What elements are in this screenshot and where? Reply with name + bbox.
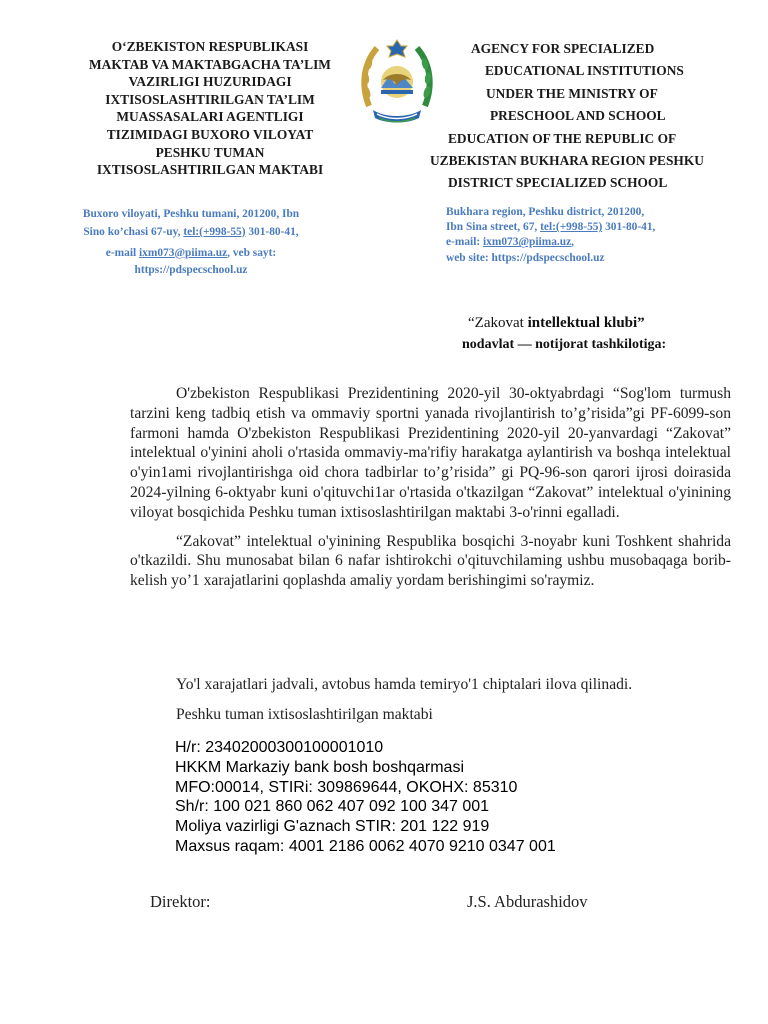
header-en-line: EDUCATION OF THE REPUBLIC OF [448,130,677,146]
contact-uz-tel-number: 301-80-41, [245,225,299,238]
contact-uz-web-label: , veb sayt: [227,246,277,259]
contact-uz-email-label: e-mail [105,246,140,259]
contact-en-email-comma: , [571,236,574,249]
header-en-line: AGENCY FOR SPECIALIZED [471,41,655,56]
director-label: Direktor: [150,892,211,911]
addressee-quote: “Zakovat [468,315,528,331]
contact-uz-email-link[interactable]: ixm073@piima.uz [139,246,228,259]
contact-uzbek [56,206,326,280]
bank-line: Moliya vazirligi G'aznach STIR: 201 122 919 [175,818,490,836]
header-uz-line: PESHKU TUMAN [155,144,265,160]
contact-en-tel-link[interactable]: tel:(+998-55) [540,221,603,234]
bank-line: H/r: 23402000300100001010 [175,739,384,756]
header-uz-line: MAKTAB VA MAKTABGACHA TA’LIM [89,56,331,72]
bank-details [175,738,556,857]
contact-uz-address: Buxoro viloyati, Peshku tumani, 201200, Ibn [82,208,300,220]
addressee-line-2: nodavlat — notijorat tashkilotiga: [462,337,667,352]
header-uz-line: MUASSASALARI AGENTLIGI [116,109,304,125]
header-uzbek [64,38,356,179]
header-en-line: EDUCATIONAL INSTITUTIONS [485,63,684,79]
addressee-line-1 [462,313,666,334]
contact-en-email-link[interactable]: ixm073@piima.uz [483,236,572,249]
header-uz-line: TIZIMIDAGI BUXORO VILOYAT [106,126,314,142]
state-emblem-icon [359,36,435,130]
contact-english [446,205,736,266]
bank-line: MFO:00014, STIRi: 309869644, OKOHX: 85310 [175,778,518,796]
bank-line: Sh/r: 100 021 860 062 407 092 100 347 001 [175,798,490,816]
header-en-line: UNDER THE MINISTRY OF [486,85,658,101]
contact-uz-email-line [56,245,326,263]
contact-uz-web-link[interactable]: https://pdspecschool.uz [134,264,248,277]
attachment-note: Yo'l xarajatlari jadvali, avtobus hamda temiryo'1 chiptalari ilova qilinadi. [176,676,633,693]
contact-en-tel-number: 301-80-41, [602,221,656,234]
addressee-club: intellektual klubi” [527,315,645,331]
body-paragraph-1: O'zbekiston Respublikasi Prezidentining 2020-yil 30-oktyabrdagi “Sog'lom turmush tarzini keng tadbiq etish va ommaviy sportni yanada rivojlantirish to’g’risida”gi PF-6099-son farmoni hamda O'zbekiston Respublikasi Prezidentining 2020-yil 20-yanvardagi “Zakovat” intelektual o'yinini aholi o'rtasida ommaviy-ma'rifiy harakatga aylantirish va boshqa intelektual o'yin1ami rivojlantirishga oid chora tadbirlar to’g’risida” gi PQ-96-son qarori ijrosi doirasida 2024-yilning 6-oktyabr kuni o'qituvchi1ar o'rtasida o'tkazilgan “Zakovat” intelektual o'yinining viloyat bosqichida Peshku tuman ixtisoslashtirilgan maktabi 3-o'rinni egalladi. [130,385,731,521]
contact-en-street: Ibn Sina street, 67, [446,221,541,234]
contact-uz-street: Sino ko’chasi 67-uy, [83,225,184,238]
contact-en-street-line [446,220,736,235]
contact-uz-street-line [56,224,326,242]
contact-en-address: Bukhara region, Peshku district, 201200, [446,206,645,218]
contact-en-email-line [446,235,736,250]
header-uz-line: IXTISOSLASHTIRILGAN MAKTABI [96,162,324,178]
bank-line: Maxsus raqam: 4001 2186 0062 4070 9210 0347 001 [175,837,556,855]
header-uz-line: VAZIRLIGI HUZURIDAGI [128,74,292,90]
contact-uz-tel-link[interactable]: tel:(+998-55) [183,225,246,238]
contact-en-email-label: e-mail: [446,236,484,249]
letter-body [130,384,731,600]
header-en-line: DISTRICT SPECIALIZED SCHOOL [448,175,668,191]
body-paragraph-2: “Zakovat” intelektual o'yinining Respublika bosqichi 3-noyabr kuni Toshkent shahrida o'tkazildi. Shu munosabat bilan 6 nafar ishtirokchi o'qituvchilaming ushbu musobaqaga borib-kelish yo’1 xarajatlarini qoplashda amaliy yordam berishingimi so'raymiz. [130,532,731,590]
contact-en-web-link[interactable]: web site: https://pdspecschool.uz [446,251,605,264]
header-uz-line: IXTISOSLASHTIRILGAN TA’LIM [105,91,315,107]
header-en-line: UZBEKISTAN BUKHARA REGION PESHKU [430,153,704,169]
bank-line: HKKM Markaziy bank bosh boshqarmasi [175,758,465,776]
director-name: J.S. Abdurashidov [467,892,588,911]
header-en-line: PRESCHOOL AND SCHOOL [490,108,666,124]
header-english [428,38,728,195]
addressee [462,313,666,355]
header-uz-line: O‘ZBEKISTON RESPUBLIKASI [111,39,309,54]
school-name: Peshku tuman ixtisoslashtirilgan maktabi [176,706,433,723]
